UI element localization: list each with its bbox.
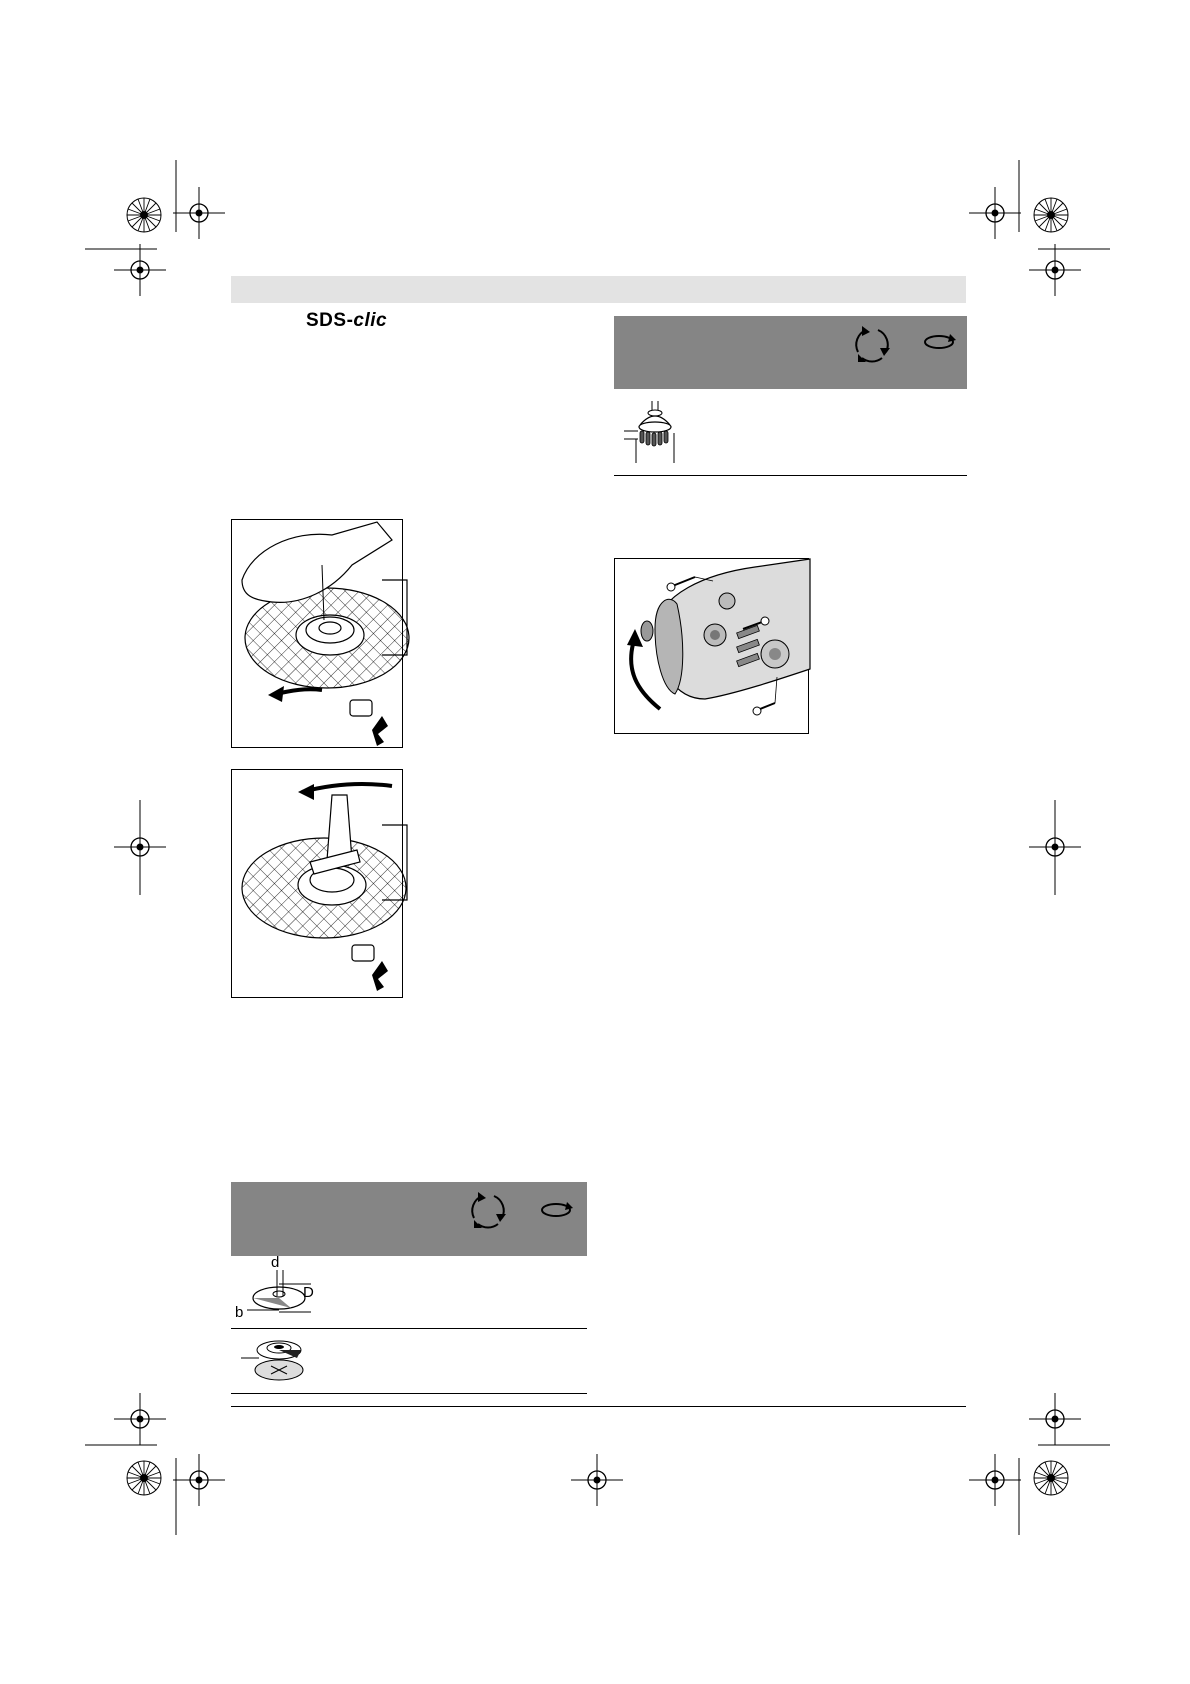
figure-gear-head-rotation: [614, 558, 809, 734]
left-table-row-grinding-disc: [231, 1330, 587, 1392]
right-table-row-cup-brush: [614, 389, 967, 475]
dimension-label-d: d: [271, 1254, 280, 1271]
dimension-label-D: D: [303, 1284, 314, 1301]
right-table-rule-1: [614, 475, 967, 476]
left-table-rule-1: [231, 1328, 587, 1329]
header-bar: [231, 276, 966, 303]
left-table-header: [231, 1182, 587, 1256]
figure-disc-spanner-tightening: [231, 769, 403, 998]
left-table-rule-2: [231, 1393, 587, 1394]
rotation-ring-icon: [614, 316, 967, 389]
rotation-ring-icon: [231, 1182, 587, 1256]
left-table-row-cutting-disc: [231, 1256, 587, 1328]
figure-disc-hand-tightening: [231, 519, 403, 748]
right-table-header: [614, 316, 967, 389]
grinding-disc-stack-icon: [231, 1330, 321, 1392]
footer-rule: [231, 1406, 966, 1407]
dimension-label-b: b: [235, 1304, 244, 1321]
sds-clic-logo: SDS-clic: [306, 310, 388, 331]
cup-brush-icon: [614, 389, 704, 475]
